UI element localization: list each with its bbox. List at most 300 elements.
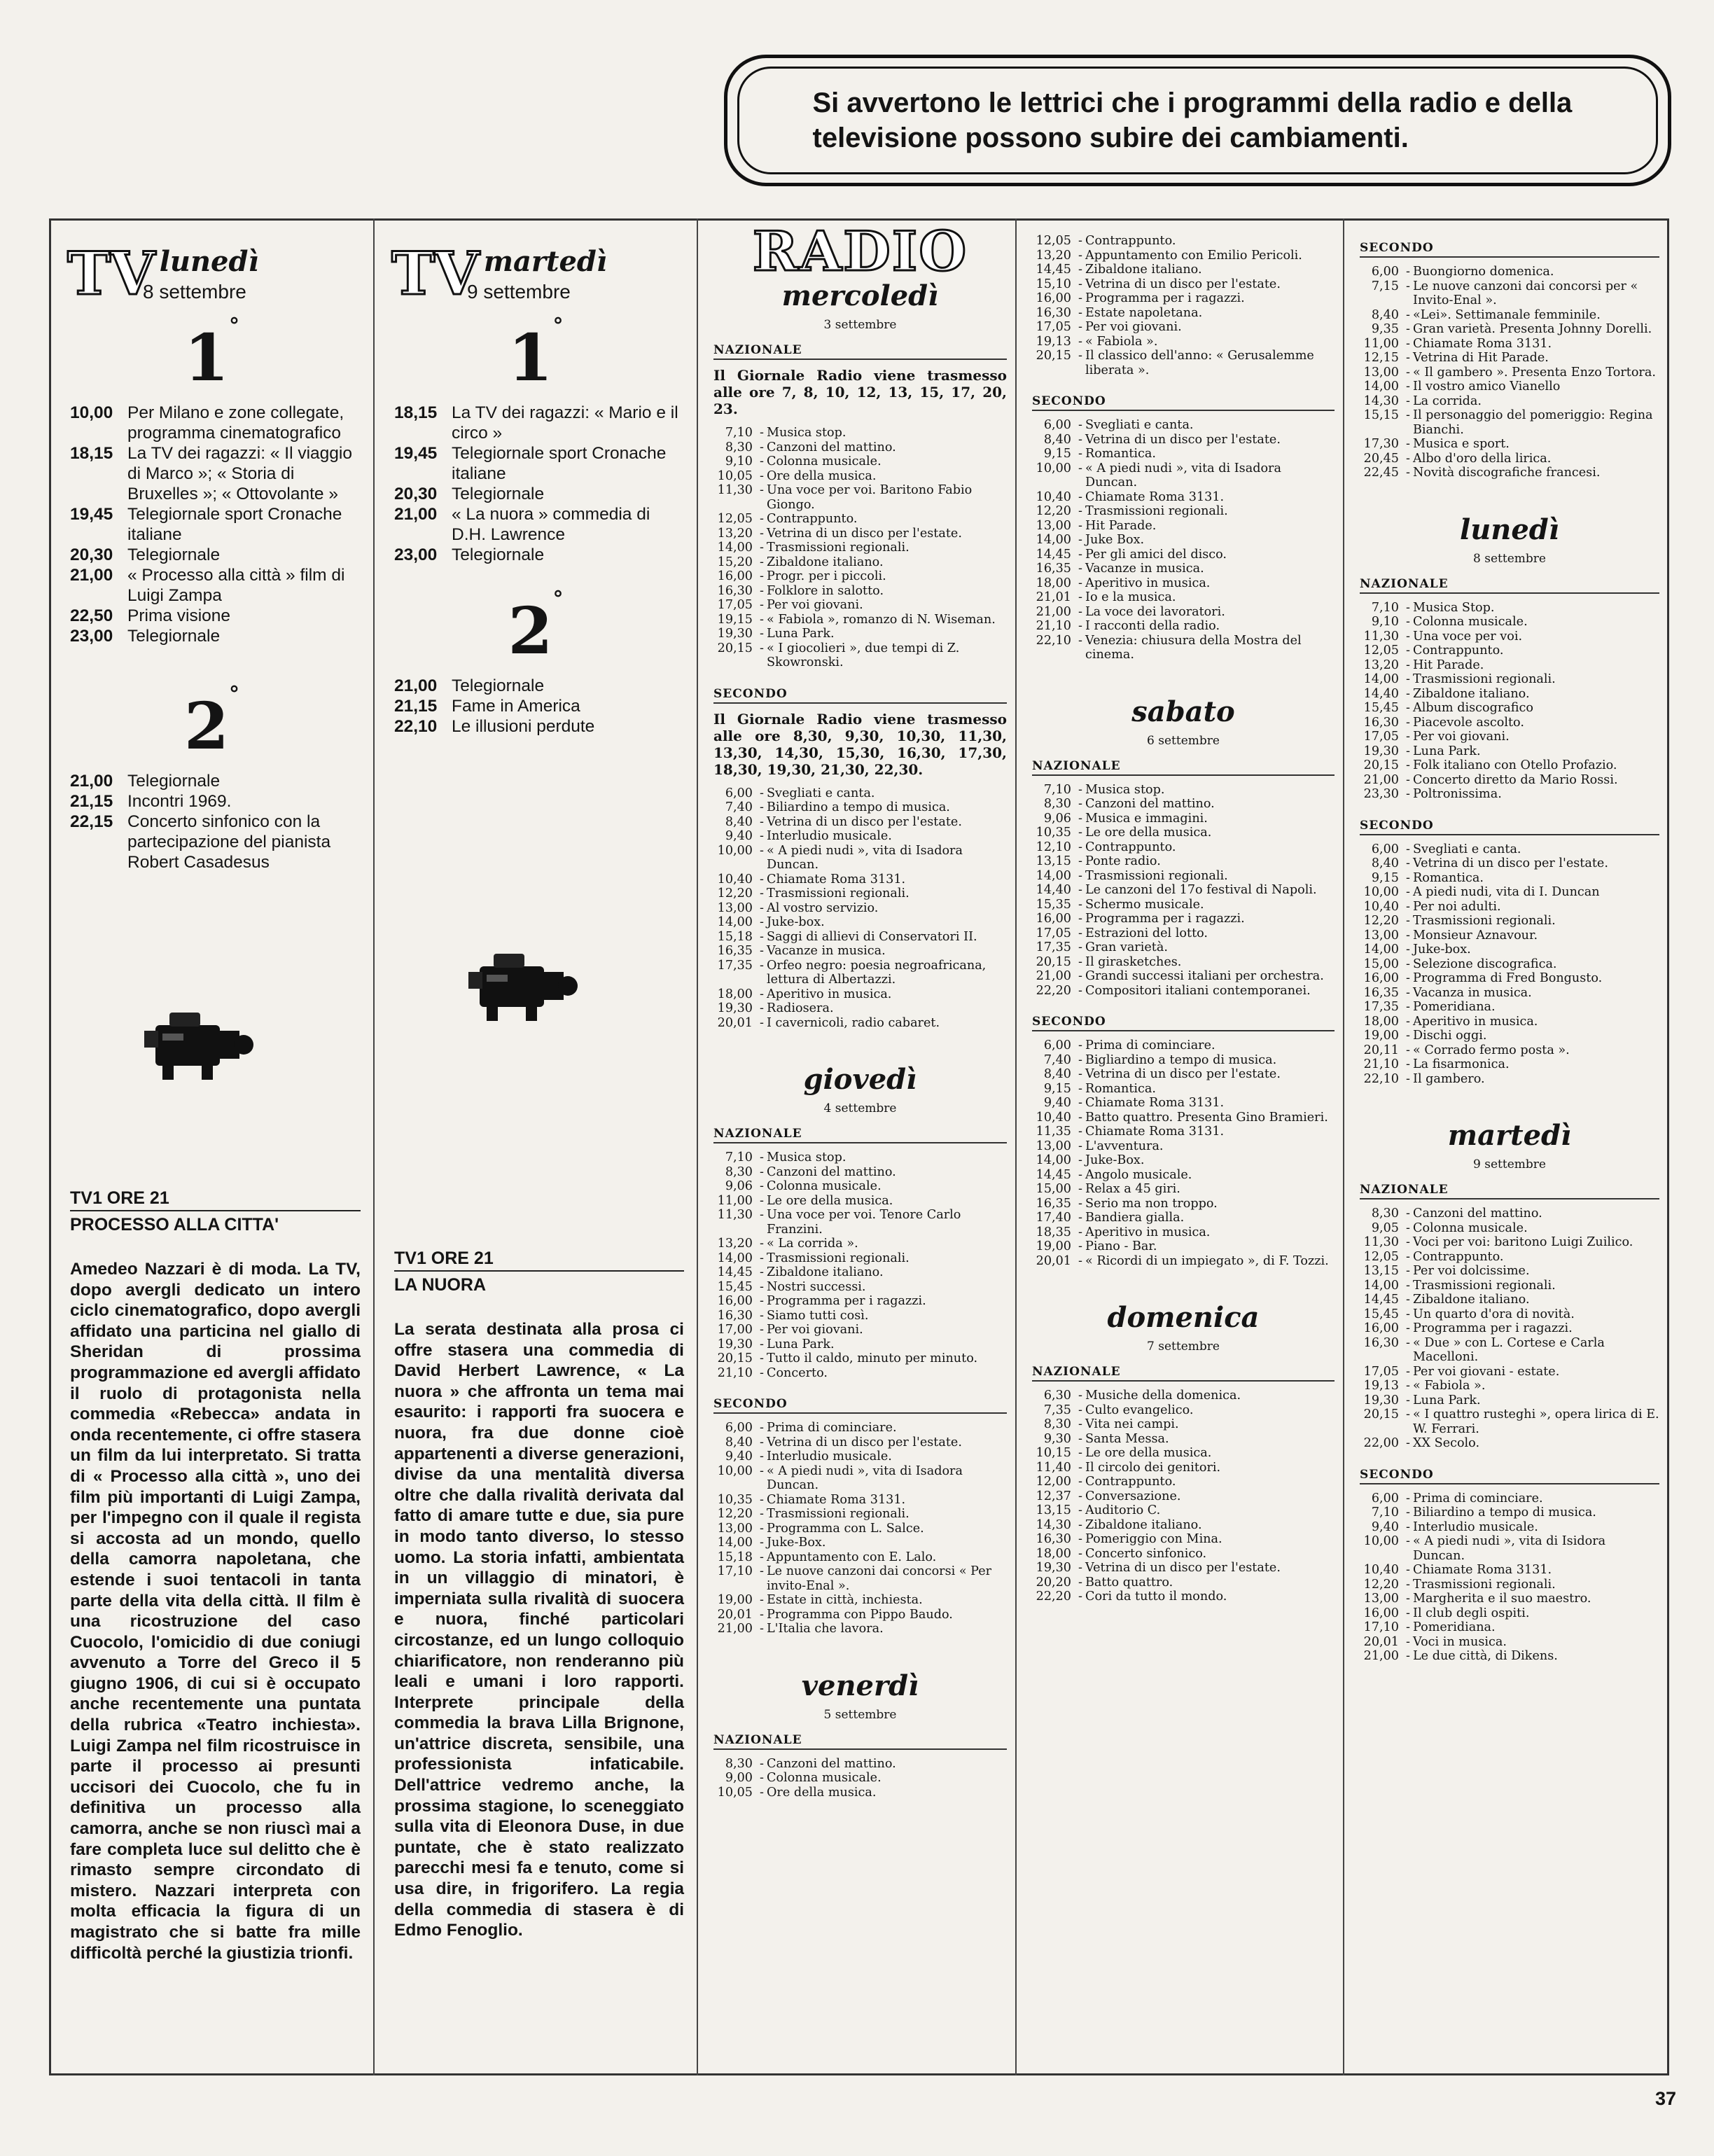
radio-program-row xyxy=(1360,1293,1659,1307)
radio-program-row xyxy=(1032,1432,1335,1447)
separator-dash: - xyxy=(1406,1293,1410,1307)
radio-title: Radiosera. xyxy=(767,1001,834,1015)
radio-program-row xyxy=(713,527,1007,541)
radio-title: Luna Park. xyxy=(767,627,835,641)
separator-dash: - xyxy=(1078,883,1082,897)
column-top-spacer xyxy=(1032,218,1335,234)
radio-program-row xyxy=(1360,1365,1659,1379)
radio-title: Vacanze in musica. xyxy=(767,944,886,958)
program-title: Concerto sinfonico con la partecipazione del pianista Robert Casadesus xyxy=(127,812,331,872)
radio-program-row xyxy=(1032,590,1335,605)
radio-title: Folklore in salotto. xyxy=(767,583,884,598)
separator-dash: - xyxy=(1406,408,1410,422)
radio-time: 14,40 xyxy=(1036,883,1071,897)
radio-time: 15,00 xyxy=(1363,957,1399,971)
radio-title: « I giocolieri », due tempi di Z. Skowronski. xyxy=(767,641,960,669)
program-row xyxy=(394,545,687,565)
radio-title: Prima di cominciare. xyxy=(767,1421,897,1435)
radio-title: Per voi giovani. xyxy=(767,598,863,612)
radio-program-row xyxy=(1032,1182,1335,1197)
network-label: NAZIONALE xyxy=(713,343,1007,360)
radio-day-name: giovedì xyxy=(803,1063,917,1096)
radio-time: 15,18 xyxy=(717,929,753,944)
radio-title: Tutto il caldo, minuto per minuto. xyxy=(767,1351,978,1365)
radio-time: 21,00 xyxy=(717,1622,753,1636)
radio-time: 15,15 xyxy=(1363,408,1399,422)
separator-dash: - xyxy=(760,1564,764,1578)
radio-time: 21,10 xyxy=(1363,1057,1399,1071)
radio-time: 9,05 xyxy=(1371,1220,1399,1235)
radio-program-row xyxy=(713,1771,1007,1786)
radio-program-row xyxy=(1032,898,1335,912)
radio-time: 6,00 xyxy=(725,786,753,800)
separator-dash: - xyxy=(760,1251,764,1265)
radio-program-row xyxy=(1360,1072,1659,1087)
radio-time: 22,10 xyxy=(1363,1071,1399,1086)
program-time: 22,50 xyxy=(70,606,113,625)
separator-dash: - xyxy=(760,1265,764,1279)
radio-title: Trasmissioni regionali. xyxy=(767,886,910,900)
program-time: 20,30 xyxy=(394,485,438,503)
program-time: 22,15 xyxy=(70,812,113,831)
radio-title: Hit Parade. xyxy=(1085,518,1157,533)
radio-title: Chiamate Roma 3131. xyxy=(767,1492,906,1507)
radio-program-row xyxy=(713,1208,1007,1237)
radio-program-row xyxy=(1032,263,1335,277)
radio-time: 20,15 xyxy=(717,1351,753,1365)
radio-title: « Due » con L. Cortese e Carla Macelloni. xyxy=(1413,1335,1605,1364)
separator-dash: - xyxy=(760,1279,764,1294)
radio-title: Musiche della domenica. xyxy=(1085,1389,1241,1403)
radio-title: Il personaggio del pomeriggio: Regina Bianchi. xyxy=(1413,408,1653,437)
radio-program-row xyxy=(1032,1197,1335,1211)
radio-program-row xyxy=(1360,1649,1659,1664)
radio-time: 18,00 xyxy=(1363,1014,1399,1029)
radio-program-row xyxy=(1360,986,1659,1001)
radio-program-row xyxy=(1032,1139,1335,1154)
radio-day-date: 4 settembre xyxy=(823,1101,897,1115)
program-time: 19,45 xyxy=(394,444,438,463)
radio-time: 6,30 xyxy=(1043,1389,1071,1403)
separator-dash: - xyxy=(760,786,764,800)
separator-dash: - xyxy=(760,1771,764,1785)
radio-program-row xyxy=(713,598,1007,613)
radio-time: 14,45 xyxy=(717,1265,753,1279)
separator-dash: - xyxy=(1078,969,1082,983)
program-row xyxy=(394,696,687,716)
radio-program-row xyxy=(1032,812,1335,826)
separator-dash: - xyxy=(1078,797,1082,811)
radio-title: Un quarto d'ora di novità. xyxy=(1413,1307,1575,1321)
radio-title: Zibaldone italiano. xyxy=(767,1265,884,1279)
radio-time: 11,35 xyxy=(1036,1125,1071,1139)
separator-dash: - xyxy=(1078,1182,1082,1196)
camera-icon-graphic xyxy=(466,947,578,1024)
radio-time: 15,45 xyxy=(1363,701,1399,715)
radio-time: 20,15 xyxy=(717,641,753,655)
degree-mark: ° xyxy=(229,682,239,707)
radio-title: Per voi giovani. xyxy=(1413,730,1510,744)
radio-program-row xyxy=(713,1294,1007,1309)
radio-time: 10,35 xyxy=(717,1492,753,1507)
radio-time: 16,30 xyxy=(1363,1335,1399,1350)
radio-time: 14,00 xyxy=(717,541,753,555)
radio-program-row xyxy=(713,815,1007,830)
separator-dash: - xyxy=(760,829,764,843)
separator-dash: - xyxy=(760,598,764,612)
separator-dash: - xyxy=(1078,1561,1082,1575)
program-row xyxy=(70,545,363,565)
radio-title: « Corrado fermo posta ». xyxy=(1413,1043,1570,1057)
radio-program-row xyxy=(1032,1254,1335,1269)
section-gap xyxy=(713,670,1007,680)
separator-dash: - xyxy=(760,958,764,973)
separator-dash: - xyxy=(1078,940,1082,954)
radio-title: Buongiorno domenica. xyxy=(1413,265,1554,279)
radio-time: 8,40 xyxy=(1371,856,1399,870)
radio-program-row xyxy=(1032,1067,1335,1082)
separator-dash: - xyxy=(1406,658,1410,672)
radio-program-row xyxy=(1032,576,1335,591)
radio-title: Una voce per voi. Tenore Carlo Franzini. xyxy=(767,1208,961,1237)
radio-time: 9,15 xyxy=(1371,870,1399,885)
feature-rule xyxy=(394,1270,684,1272)
radio-day-name: sabato xyxy=(1131,695,1235,728)
separator-dash: - xyxy=(1078,504,1082,518)
radio-time: 12,05 xyxy=(717,512,753,526)
program-row xyxy=(70,504,363,545)
radio-program-row xyxy=(1032,490,1335,505)
day-gap xyxy=(1032,1278,1335,1302)
camera-icon xyxy=(141,1006,253,1083)
radio-time: 14,40 xyxy=(1363,686,1399,701)
separator-dash: - xyxy=(760,512,764,526)
radio-title: Trasmissioni regionali. xyxy=(1085,504,1228,518)
section-gap xyxy=(713,1030,1007,1040)
separator-dash: - xyxy=(760,872,764,886)
radio-time: 16,35 xyxy=(717,944,753,958)
program-title: « La nuora » commedia di D.H. Lawrence xyxy=(452,505,650,544)
radio-time: 22,20 xyxy=(1036,983,1071,998)
separator-dash: - xyxy=(1078,604,1082,619)
separator-dash: - xyxy=(1406,351,1410,365)
radio-title: Vetrina di un disco per l'estate. xyxy=(767,814,962,829)
radio-time: 8,40 xyxy=(1043,432,1071,447)
radio-time: 12,20 xyxy=(1036,504,1071,518)
separator-dash: - xyxy=(1078,1517,1082,1532)
tv-column-monday xyxy=(50,218,373,2075)
radio-program-row xyxy=(1032,335,1335,349)
radio-title: Culto evangelico. xyxy=(1085,1403,1194,1417)
radio-program-row xyxy=(1032,912,1335,926)
radio-time: 11,30 xyxy=(1363,629,1399,644)
radio-program-row xyxy=(713,829,1007,844)
separator-dash: - xyxy=(1406,914,1410,928)
separator-dash: - xyxy=(1406,1634,1410,1649)
radio-time: 16,00 xyxy=(1363,1321,1399,1335)
radio-time: 10,35 xyxy=(1036,826,1071,840)
radio-program-row xyxy=(1032,1082,1335,1097)
radio-title: Biliardino a tempo di musica. xyxy=(767,800,950,814)
radio-title: Voci in musica. xyxy=(1413,1634,1507,1649)
radio-day-name: mercoledì xyxy=(781,279,939,312)
radio-program-row xyxy=(1360,1235,1659,1250)
radio-title: Il club degli ospiti. xyxy=(1413,1606,1530,1620)
separator-dash: - xyxy=(1406,957,1410,971)
radio-program-row xyxy=(713,1435,1007,1450)
separator-dash: - xyxy=(1406,1307,1410,1321)
radio-program-row xyxy=(713,786,1007,801)
radio-column-2 xyxy=(1017,218,1343,2075)
separator-dash: - xyxy=(760,569,764,583)
radio-program-row xyxy=(713,440,1007,455)
radio-program-row xyxy=(1360,380,1659,394)
program-row xyxy=(70,443,363,504)
radio-time: 16,00 xyxy=(1036,291,1071,305)
radio-title: Piano - Bar. xyxy=(1085,1239,1157,1253)
radio-title: Vetrina di un disco per l'estate. xyxy=(1413,856,1608,870)
radio-time: 10,40 xyxy=(1036,489,1071,504)
separator-dash: - xyxy=(1078,1503,1082,1517)
radio-program-row xyxy=(1032,1503,1335,1518)
radio-title: Zibaldone italiano. xyxy=(1413,686,1530,701)
separator-dash: - xyxy=(1078,1253,1082,1268)
radio-time: 6,00 xyxy=(725,1421,753,1435)
radio-day-date: 9 settembre xyxy=(1473,1157,1546,1171)
radio-title: Trasmissioni regionali. xyxy=(1413,914,1556,928)
program-time: 21,00 xyxy=(70,566,113,585)
separator-dash: - xyxy=(1078,1081,1082,1096)
radio-title: Contrappunto. xyxy=(767,512,858,526)
separator-dash: - xyxy=(760,1237,764,1251)
radio-title: Bigliardino a tempo di musica. xyxy=(1085,1052,1277,1067)
radio-program-row xyxy=(1360,1321,1659,1336)
separator-dash: - xyxy=(1406,1379,1410,1393)
radio-program-row xyxy=(1032,1211,1335,1225)
radio-time: 12,20 xyxy=(717,886,753,900)
separator-dash: - xyxy=(1078,826,1082,840)
tv-day-name: martedì xyxy=(483,245,608,278)
separator-dash: - xyxy=(760,541,764,555)
radio-program-row xyxy=(1032,1461,1335,1475)
radio-title: « A piedi nudi », vita di Isadora Duncan. xyxy=(1085,461,1281,489)
radio-program-row xyxy=(1360,914,1659,929)
program-title: Telegiornale xyxy=(452,676,545,695)
radio-program-row xyxy=(1032,797,1335,812)
radio-time: 7,10 xyxy=(1371,1505,1399,1519)
radio-title: Trasmissioni regionali. xyxy=(767,541,910,555)
separator-dash: - xyxy=(1406,1364,1410,1379)
radio-time: 19,00 xyxy=(1363,1029,1399,1043)
radio-title: Per voi giovani. xyxy=(1085,320,1182,334)
radio-title: Trasmissioni regionali. xyxy=(767,1251,910,1265)
radio-time: 21,00 xyxy=(1363,1649,1399,1663)
section-gap xyxy=(1032,662,1335,672)
radio-program-row xyxy=(1032,277,1335,292)
separator-dash: - xyxy=(1406,1043,1410,1057)
radio-program-row xyxy=(1360,687,1659,702)
radio-time: 22,45 xyxy=(1363,466,1399,480)
degree-mark: ° xyxy=(552,587,564,612)
radio-title: Il circolo dei genitori. xyxy=(1085,1460,1221,1475)
radio-title: Album discografico xyxy=(1413,701,1533,715)
separator-dash: - xyxy=(1406,322,1410,336)
radio-program-row xyxy=(713,1449,1007,1464)
network-label: SECONDO xyxy=(713,687,1007,704)
radio-time: 8,30 xyxy=(1371,1206,1399,1220)
separator-dash: - xyxy=(1078,1196,1082,1211)
radio-time: 20,15 xyxy=(1036,349,1071,363)
day-gap xyxy=(1360,1096,1659,1120)
separator-dash: - xyxy=(760,1449,764,1463)
radio-program-row xyxy=(713,844,1007,872)
radio-program-row xyxy=(713,1194,1007,1209)
radio-program-row xyxy=(1360,1043,1659,1058)
network-label: NAZIONALE xyxy=(713,1733,1007,1750)
radio-title: Vetrina di un disco per l'estate. xyxy=(767,1435,962,1449)
radio-program-row xyxy=(713,1237,1007,1251)
radio-time: 10,05 xyxy=(717,468,753,483)
separator-dash: - xyxy=(1078,1575,1082,1590)
radio-title: Folk italiano con Otello Profazio. xyxy=(1413,758,1617,772)
radio-program-row xyxy=(1032,548,1335,562)
separator-dash: - xyxy=(760,1337,764,1351)
radio-time: 8,40 xyxy=(725,1435,753,1449)
radio-title: Programma per i ragazzi. xyxy=(1085,291,1245,305)
radio-time: 16,30 xyxy=(717,583,753,598)
camera-icon xyxy=(466,947,578,1024)
separator-dash: - xyxy=(1406,1029,1410,1043)
radio-time: 19,30 xyxy=(717,1337,753,1351)
radio-time: 19,30 xyxy=(1363,1393,1399,1407)
radio-title: Per voi giovani. xyxy=(767,1323,863,1337)
radio-time: 19,30 xyxy=(717,627,753,641)
separator-dash: - xyxy=(1078,782,1082,797)
separator-dash: - xyxy=(1078,1446,1082,1460)
radio-program-row xyxy=(1032,840,1335,855)
program-row xyxy=(70,771,363,791)
feature-body: Amedeo Nazzari è di moda. La TV, dopo avergli dedicato un intero ciclo cinematografico, dopo avergli affidato una particina nel giallo di Sheridan di prossima programmazione ed avergli affidato il ruolo di protagonista nella commedia «Rebecca» andata in onda recentemente, ci offre stasera un film da lui interpretato. Si tratta di « Processo alla città », uno dei film più importanti di Luigi Zampa, per l'impegno con il quale il regista si accosta ad un mondo, quello della camorra napoletana, che estende i suoi tentacoli in tanta parte della vita della città. Il film è una ricostruzione del caso Cuocolo, l'omicidio di due coniugi avvenuto a Torre del Greco il 5 giugno 1906, di cui si è occupato anche recentemente una puntata della rubrica «Teatro inchiesta». Luigi Zampa nel film ricostruisce in parte il processo ai presunti uccisori dei Cuocolo, che fu in definitiva un processo alla camorra, anche se non riuscì mai a fare completa luce sul delitto che è rimasto sempre circondato di mistero. Nazzari interpreta con molta efficacia la figura di un magistrato che si batte fra mille difficoltà perché la giustizia trionfi. xyxy=(70,1260,361,1963)
radio-program-row xyxy=(1360,1436,1659,1451)
radio-program-row xyxy=(1032,955,1335,970)
radio-time: 12,10 xyxy=(1036,840,1071,854)
radio-title: Musica e immagini. xyxy=(1085,811,1208,826)
separator-dash: - xyxy=(1406,1393,1410,1407)
radio-title: Luna Park. xyxy=(1413,1393,1481,1407)
radio-title: Io e la musica. xyxy=(1085,590,1176,604)
radio-program-row xyxy=(1360,1606,1659,1621)
radio-title: Romantica. xyxy=(1085,1081,1156,1096)
radio-time: 14,00 xyxy=(717,1251,753,1265)
separator-dash: - xyxy=(1406,451,1410,466)
section-gap xyxy=(1360,1086,1659,1096)
radio-time: 14,00 xyxy=(1363,1278,1399,1293)
network-label: NAZIONALE xyxy=(1032,1365,1335,1382)
separator-dash: - xyxy=(1078,1389,1082,1403)
separator-dash: - xyxy=(1406,265,1410,279)
radio-time: 10,05 xyxy=(717,1785,753,1800)
separator-dash: - xyxy=(1078,897,1082,912)
program-title: Le illusioni perdute xyxy=(452,717,595,736)
separator-dash: - xyxy=(760,1463,764,1478)
radio-title: Le canzoni del 17o festival di Napoli. xyxy=(1085,883,1317,897)
separator-dash: - xyxy=(1078,1096,1082,1110)
radio-title: Zibaldone italiano. xyxy=(1413,1293,1530,1307)
radio-title: Juke-Box. xyxy=(767,1536,826,1550)
radio-time: 22,20 xyxy=(1036,1590,1071,1604)
radio-title: Canzoni del mattino. xyxy=(767,440,896,454)
network-label: NAZIONALE xyxy=(713,1127,1007,1143)
separator-dash: - xyxy=(1078,291,1082,305)
radio-time: 10,40 xyxy=(717,872,753,886)
radio-program-row xyxy=(1032,234,1335,249)
radio-time: 16,30 xyxy=(1036,305,1071,320)
radio-program-row xyxy=(713,627,1007,641)
separator-dash: - xyxy=(1078,234,1082,248)
radio-title: Relax a 45 giri. xyxy=(1085,1182,1180,1196)
notice-text: Si avvertono le lettrici che i programmi della radio e della televisione possono subire dei cambiamenti. xyxy=(812,88,1573,153)
radio-program-row xyxy=(1032,1038,1335,1053)
radio-program-row xyxy=(1360,394,1659,409)
radio-time: 7,15 xyxy=(1371,279,1399,293)
radio-program-row xyxy=(1032,1532,1335,1547)
separator-dash: - xyxy=(1406,730,1410,744)
radio-title: Batto quattro. Presenta Gino Bramieri. xyxy=(1085,1110,1328,1125)
separator-dash: - xyxy=(1406,971,1410,985)
separator-dash: - xyxy=(1406,466,1410,480)
radio-time: 8,40 xyxy=(1371,307,1399,322)
radio-program-row xyxy=(713,641,1007,670)
radio-time: 17,05 xyxy=(1036,926,1071,940)
radio-title: Concerto diretto da Mario Rossi. xyxy=(1413,772,1618,787)
radio-time: 17,05 xyxy=(717,598,753,612)
radio-program-row xyxy=(1360,1393,1659,1408)
radio-time: 14,00 xyxy=(1036,1153,1071,1167)
separator-dash: - xyxy=(1078,619,1082,633)
radio-title: « Il gambero ». Presenta Enzo Tortora. xyxy=(1413,365,1656,380)
radio-time: 14,00 xyxy=(1363,943,1399,957)
radio-program-row xyxy=(713,1786,1007,1800)
radio-time: 14,00 xyxy=(1363,380,1399,394)
radio-program-row xyxy=(1360,437,1659,452)
radio-time: 12,37 xyxy=(1036,1489,1071,1503)
radio-program-row xyxy=(713,483,1007,512)
radio-time: 9,40 xyxy=(725,1449,753,1463)
radio-program-row xyxy=(1360,1307,1659,1322)
radio-program-row xyxy=(1360,658,1659,673)
radio-time: 13,00 xyxy=(717,1521,753,1536)
radio-title: Serio ma non troppo. xyxy=(1085,1196,1218,1211)
program-row xyxy=(70,403,363,443)
radio-time: 13,20 xyxy=(1036,248,1071,263)
separator-dash: - xyxy=(1406,928,1410,943)
radio-program-row xyxy=(1360,337,1659,352)
radio-time: 9,06 xyxy=(1043,811,1071,826)
radio-title: Le due città, di Dikens. xyxy=(1413,1649,1558,1663)
radio-title: Estate napoletana. xyxy=(1085,305,1203,320)
program-row xyxy=(70,791,363,812)
separator-dash: - xyxy=(1078,533,1082,547)
radio-time: 17,10 xyxy=(1363,1620,1399,1634)
radio-program-row xyxy=(713,1150,1007,1165)
radio-time: 12,20 xyxy=(717,1507,753,1521)
radio-time: 14,00 xyxy=(717,1536,753,1550)
radio-program-row xyxy=(713,959,1007,987)
separator-dash: - xyxy=(1078,305,1082,320)
separator-dash: - xyxy=(1406,899,1410,914)
radio-column-1 xyxy=(698,218,1015,2075)
program-time: 21,00 xyxy=(394,505,438,524)
